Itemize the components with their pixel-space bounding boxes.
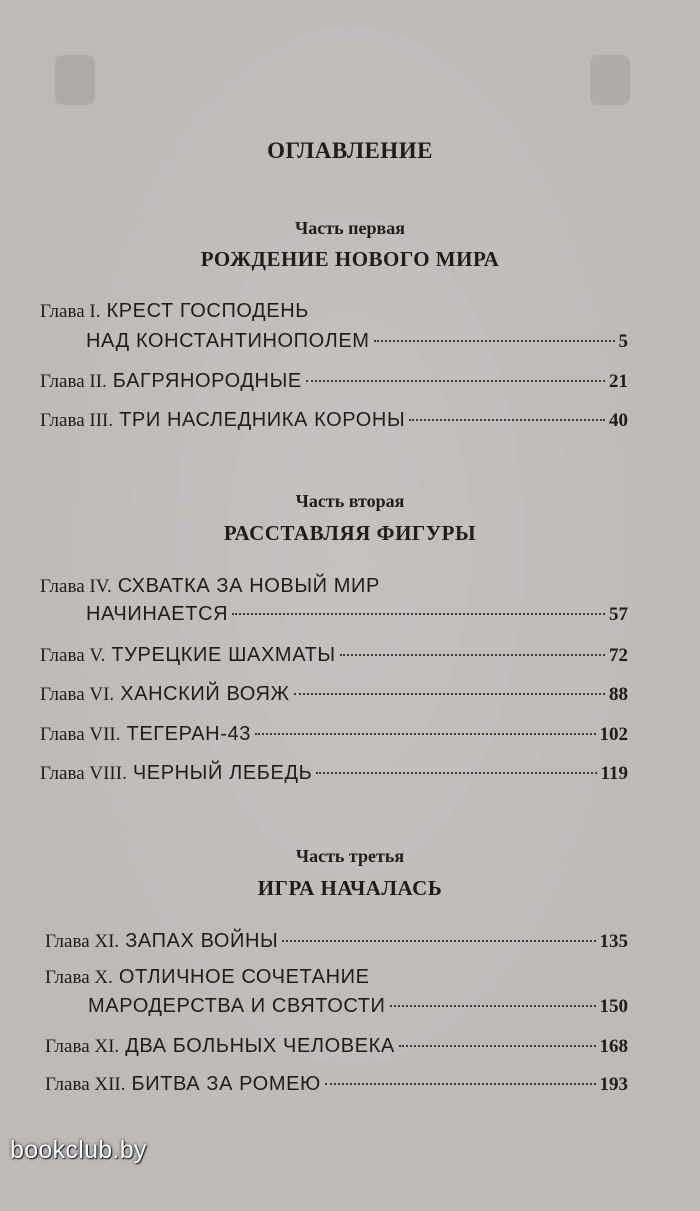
page-number: 72 [609, 645, 628, 666]
toc-entry-chapter-7 [40, 719, 628, 750]
page-number: 57 [609, 604, 628, 625]
dot-leader [316, 772, 596, 774]
toc-entry-chapter-10 [88, 991, 628, 1022]
part-1-label: Часть первая [295, 218, 405, 238]
page-number: 193 [599, 1074, 628, 1095]
page-number: 40 [609, 410, 628, 431]
chapter-title-line1: СХВАТКА ЗА НОВЫЙ МИР [117, 575, 380, 597]
page-number: 102 [599, 724, 628, 745]
chapter-4-first-line [40, 571, 380, 602]
chapter-title-line1: ОТЛИЧНОЕ СОЧЕТАНИЕ [118, 966, 370, 988]
toc-entry-chapter-6 [40, 679, 628, 710]
bleed-through-marks [0, 55, 700, 115]
page-number: 150 [599, 996, 628, 1017]
page-number: 88 [609, 684, 628, 705]
chapter-prefix: Глава I. [40, 301, 101, 322]
page-number: 135 [599, 931, 628, 952]
page-number: 5 [618, 331, 628, 352]
dot-leader [409, 419, 605, 421]
chapter-title: ЗАПАХ ВОЙНЫ [125, 930, 279, 952]
toc-entry-chapter-8 [40, 758, 628, 789]
chapter-title: БАГРЯНОРОДНЫЕ [112, 370, 302, 392]
toc-entry-chapter-2 [40, 366, 628, 397]
dot-leader [282, 940, 595, 942]
toc-entry-chapter-12 [45, 1069, 628, 1100]
chapter-prefix: Глава XII. [45, 1074, 126, 1095]
chapter-10-first-line [45, 962, 370, 993]
chapter-prefix: Глава VII. [40, 724, 121, 745]
dot-leader [232, 613, 605, 615]
chapter-1-first-line [40, 296, 309, 327]
chapter-prefix: Глава XI. [45, 931, 120, 952]
chapter-title: ХАНСКИЙ ВОЯЖ [120, 683, 290, 705]
toc-entry-chapter-1 [86, 326, 628, 357]
toc-entry-chapter-3 [40, 405, 628, 436]
part-2-title: РАССТАВЛЯЯ ФИГУРЫ [223, 521, 477, 545]
toc-heading: ОГЛАВЛЕНИЕ [267, 138, 433, 163]
dot-leader [255, 733, 596, 735]
page-number: 168 [599, 1036, 628, 1057]
page-number: 119 [600, 763, 628, 784]
dot-leader [294, 693, 605, 695]
chapter-title-line1: КРЕСТ ГОСПОДЕНЬ [106, 300, 309, 322]
chapter-prefix: Глава X. [45, 967, 113, 988]
chapter-title: ТРИ НАСЛЕДНИКА КОРОНЫ [119, 409, 406, 431]
chapter-prefix: Глава V. [40, 645, 106, 666]
chapter-title: ЧЕРНЫЙ ЛЕБЕДЬ [132, 762, 313, 784]
dot-leader [340, 654, 605, 656]
chapter-prefix: Глава VIII. [40, 763, 127, 784]
dot-leader [399, 1045, 596, 1047]
part-1-title: РОЖДЕНИЕ НОВОГО МИРА [200, 247, 500, 271]
dot-leader [390, 1005, 596, 1007]
chapter-prefix: Глава III. [40, 410, 114, 431]
part-3-label: Часть третья [295, 846, 405, 866]
watermark: bookclub.by [10, 1136, 147, 1164]
chapter-title: ТЕГЕРАН-43 [126, 723, 251, 745]
page-number: 21 [609, 371, 628, 392]
toc-entry-chapter-11 [45, 1031, 628, 1062]
chapter-prefix: Глава XI. [45, 1036, 120, 1057]
chapter-title: ТУРЕЦКИЕ ШАХМАТЫ [111, 644, 336, 666]
part-2-label: Часть вторая [295, 491, 405, 511]
part-3-title: ИГРА НАЧАЛАСЬ [257, 876, 443, 900]
chapter-title: ДВА БОЛЬНЫХ ЧЕЛОВЕКА [125, 1035, 395, 1057]
chapter-prefix: Глава VI. [40, 684, 115, 705]
chapter-title: НАД КОНСТАНТИНОПОЛЕМ [86, 330, 370, 352]
toc-entry-chapter-9 [45, 926, 628, 957]
chapter-title: МАРОДЕРСТВА И СВЯТОСТИ [88, 995, 386, 1017]
toc-entry-chapter-5 [40, 640, 628, 671]
dot-leader [325, 1083, 596, 1085]
dot-leader [306, 380, 605, 382]
chapter-prefix: Глава IV. [40, 576, 112, 597]
dot-leader [374, 340, 615, 342]
toc-entry-chapter-4 [86, 599, 628, 630]
chapter-title: НАЧИНАЕТСЯ [86, 603, 229, 625]
chapter-prefix: Глава II. [40, 371, 107, 392]
chapter-title: БИТВА ЗА РОМЕЮ [131, 1073, 321, 1095]
